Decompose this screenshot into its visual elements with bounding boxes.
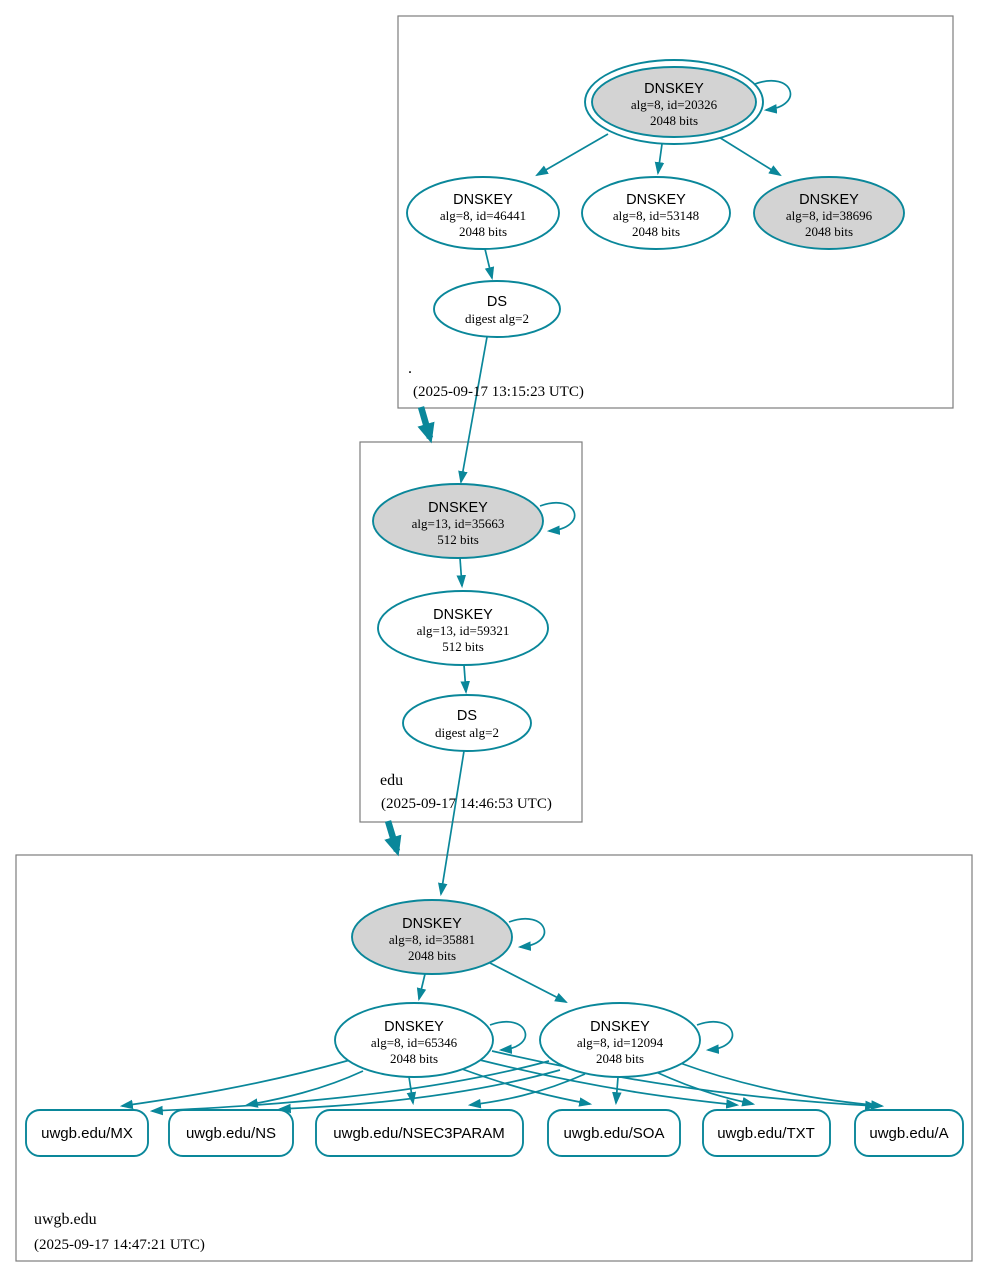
node-detail: alg=8, id=53148	[612, 208, 700, 223]
zone-timestamp-root: (2025-09-17 13:15:23 UTC)	[413, 384, 584, 400]
zone-timestamp-edu: (2025-09-17 14:46:53 UTC)	[381, 796, 552, 812]
node-detail: alg=8, id=12094	[576, 1035, 664, 1050]
node-title: DS	[456, 708, 478, 724]
node-detail: alg=8, id=35881	[388, 932, 476, 947]
node-detail: alg=8, id=38696	[785, 208, 873, 223]
node-dnskey-uwgb-zsk-65346	[335, 1003, 493, 1077]
node-dnskey-root-ksk-20326	[585, 60, 763, 144]
node-title: DNSKEY	[402, 916, 462, 932]
rrset-label: uwgb.edu/NS	[185, 1125, 277, 1142]
rrset-node-mx	[26, 1110, 148, 1156]
zone-label-edu: edu	[380, 772, 404, 789]
node-title: DNSKEY	[433, 607, 493, 623]
node-detail: alg=13, id=35663	[411, 516, 505, 531]
node-dnskey-uwgb-zsk-12094	[540, 1003, 700, 1077]
rrset-node-nsec3param	[316, 1110, 523, 1156]
node-detail: 2048 bits	[389, 1051, 439, 1066]
node-dnskey-edu-zsk-59321	[378, 591, 548, 665]
node-title: DNSKEY	[384, 1019, 444, 1035]
node-title: DNSKEY	[453, 192, 513, 208]
rrset-label: uwgb.edu/MX	[41, 1125, 133, 1142]
node-detail: alg=8, id=65346	[370, 1035, 458, 1050]
zone-label-root: .	[408, 360, 412, 377]
node-detail: digest alg=2	[434, 725, 500, 740]
node-dnskey-root-zsk-46441	[407, 177, 559, 249]
node-dnskey-edu-ksk-35663	[373, 484, 543, 558]
node-dnskey-root-zsk-38696	[754, 177, 904, 249]
node-dnskey-root-zsk-53148	[582, 177, 730, 249]
node-detail: 2048 bits	[649, 113, 699, 128]
rrset-node-a	[855, 1110, 963, 1156]
node-detail: 2048 bits	[631, 224, 681, 239]
node-detail: 2048 bits	[595, 1051, 645, 1066]
node-title: DNSKEY	[799, 192, 859, 208]
rrset-label: uwgb.edu/TXT	[717, 1125, 815, 1142]
node-detail: digest alg=2	[464, 311, 530, 326]
rrset-label: uwgb.edu/A	[869, 1125, 949, 1142]
node-title: DS	[486, 294, 508, 310]
node-title: DNSKEY	[590, 1019, 650, 1035]
rrset-node-ns	[169, 1110, 293, 1156]
node-detail: alg=13, id=59321	[416, 623, 510, 638]
zone-timestamp-uwgb-edu: (2025-09-17 14:47:21 UTC)	[34, 1237, 205, 1253]
node-detail: alg=8, id=46441	[439, 208, 527, 223]
rrset-label: uwgb.edu/SOA	[563, 1125, 665, 1142]
delegation-arrow-root-to-edu	[421, 407, 430, 438]
rrset-node-soa	[548, 1110, 680, 1156]
delegation-arrow-edu-to-uwgb	[388, 821, 397, 851]
node-title: DNSKEY	[428, 500, 488, 516]
node-detail: 2048 bits	[407, 948, 457, 963]
zone-label-uwgb-edu: uwgb.edu	[34, 1211, 97, 1228]
node-detail: alg=8, id=20326	[630, 97, 718, 112]
node-detail: 512 bits	[442, 639, 484, 654]
node-dnskey-uwgb-ksk-35881	[352, 900, 512, 974]
node-detail: 512 bits	[437, 532, 479, 547]
node-detail: 2048 bits	[804, 224, 854, 239]
rrset-label: uwgb.edu/NSEC3PARAM	[333, 1125, 505, 1142]
node-title: DNSKEY	[626, 192, 686, 208]
rrset-node-txt	[703, 1110, 830, 1156]
node-title: DNSKEY	[644, 81, 704, 97]
node-ds-edu	[403, 695, 531, 751]
node-ds-root	[434, 281, 560, 337]
node-detail: 2048 bits	[458, 224, 508, 239]
